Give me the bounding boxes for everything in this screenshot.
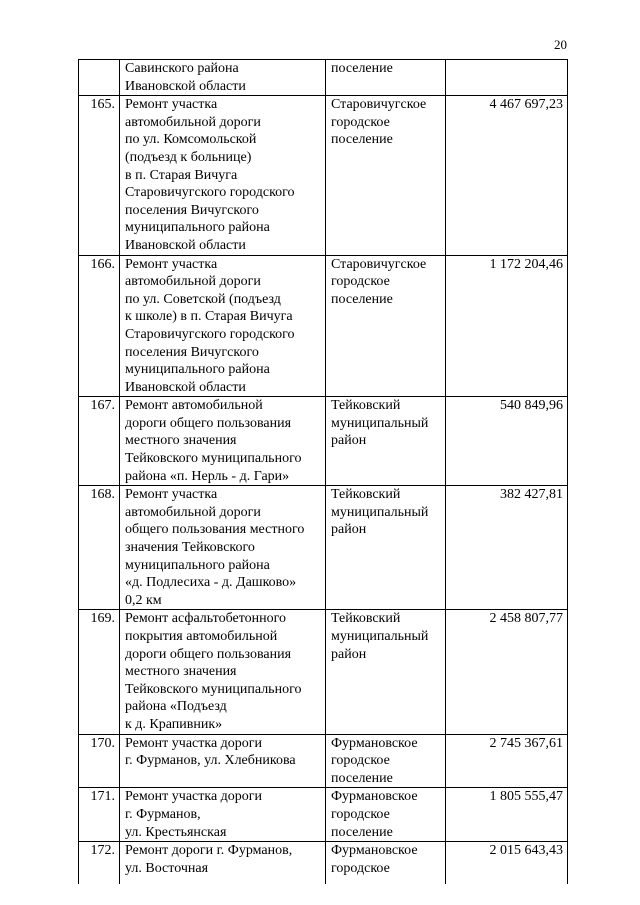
object-name: Ремонт участка автомобильной дороги по ул. Советской (подъезд к школе) в п. Старая Вичуга Старовичугского городского поселения Вичугского муниципального района Ивановской области [120,255,326,397]
amount: 382 427,81 [446,486,568,610]
amount: 2 458 807,77 [446,610,568,734]
row-number: 170. [79,734,120,788]
table-row [79,96,568,255]
object-name: Савинского района Ивановской области [120,60,326,96]
municipality: Старовичугское городское поселение [326,255,446,397]
row-number: 172. [79,842,120,885]
municipality: Тейковский муниципальный район [326,610,446,734]
row-number: 168. [79,486,120,610]
amount: 1 805 555,47 [446,788,568,842]
object-name: Ремонт участка дороги г. Фурманов, ул. Крестьянская [120,788,326,842]
table-row [79,788,568,842]
object-name: Ремонт участка автомобильной дороги общего пользования местного значения Тейковского муниципального района «д. Подлесиха - д. Дашково» 0,2 км [120,486,326,610]
road-repair-table [78,59,568,884]
row-number [79,60,120,96]
table-row [79,842,568,885]
row-number: 167. [79,397,120,486]
table-row [79,60,568,96]
object-name: Ремонт участка автомобильной дороги по ул. Комсомольской (подъезд к больнице) в п. Старая Вичуга Старовичугского городского поселения Вичугского муниципального района Ивановской области [120,96,326,255]
municipality: Тейковский муниципальный район [326,397,446,486]
amount: 4 467 697,23 [446,96,568,255]
row-number: 166. [79,255,120,397]
municipality: Фурмановское городское поселение [326,788,446,842]
table-row [79,255,568,397]
table-row [79,610,568,734]
municipality: Старовичугское городское поселение [326,96,446,255]
table-row [79,486,568,610]
table-row [79,397,568,486]
object-name: Ремонт автомобильной дороги общего пользования местного значения Тейковского муниципального района «п. Нерль - д. Гари» [120,397,326,486]
amount [446,60,568,96]
municipality: Фурмановское городское [326,842,446,885]
page-number: 20 [554,37,567,52]
table-row [79,734,568,788]
row-number: 169. [79,610,120,734]
municipality: Тейковский муниципальный район [326,486,446,610]
amount: 540 849,96 [446,397,568,486]
municipality: Фурмановское городское поселение [326,734,446,788]
amount: 2 745 367,61 [446,734,568,788]
row-number: 171. [79,788,120,842]
object-name: Ремонт дороги г. Фурманов, ул. Восточная [120,842,326,885]
amount: 1 172 204,46 [446,255,568,397]
row-number: 165. [79,96,120,255]
object-name: Ремонт участка дороги г. Фурманов, ул. Хлебникова [120,734,326,788]
amount: 2 015 643,43 [446,842,568,885]
object-name: Ремонт асфальтобетонного покрытия автомобильной дороги общего пользования местного значения Тейковского муниципального района «Подъезд к д. Крапивник» [120,610,326,734]
municipality: поселение [326,60,446,96]
